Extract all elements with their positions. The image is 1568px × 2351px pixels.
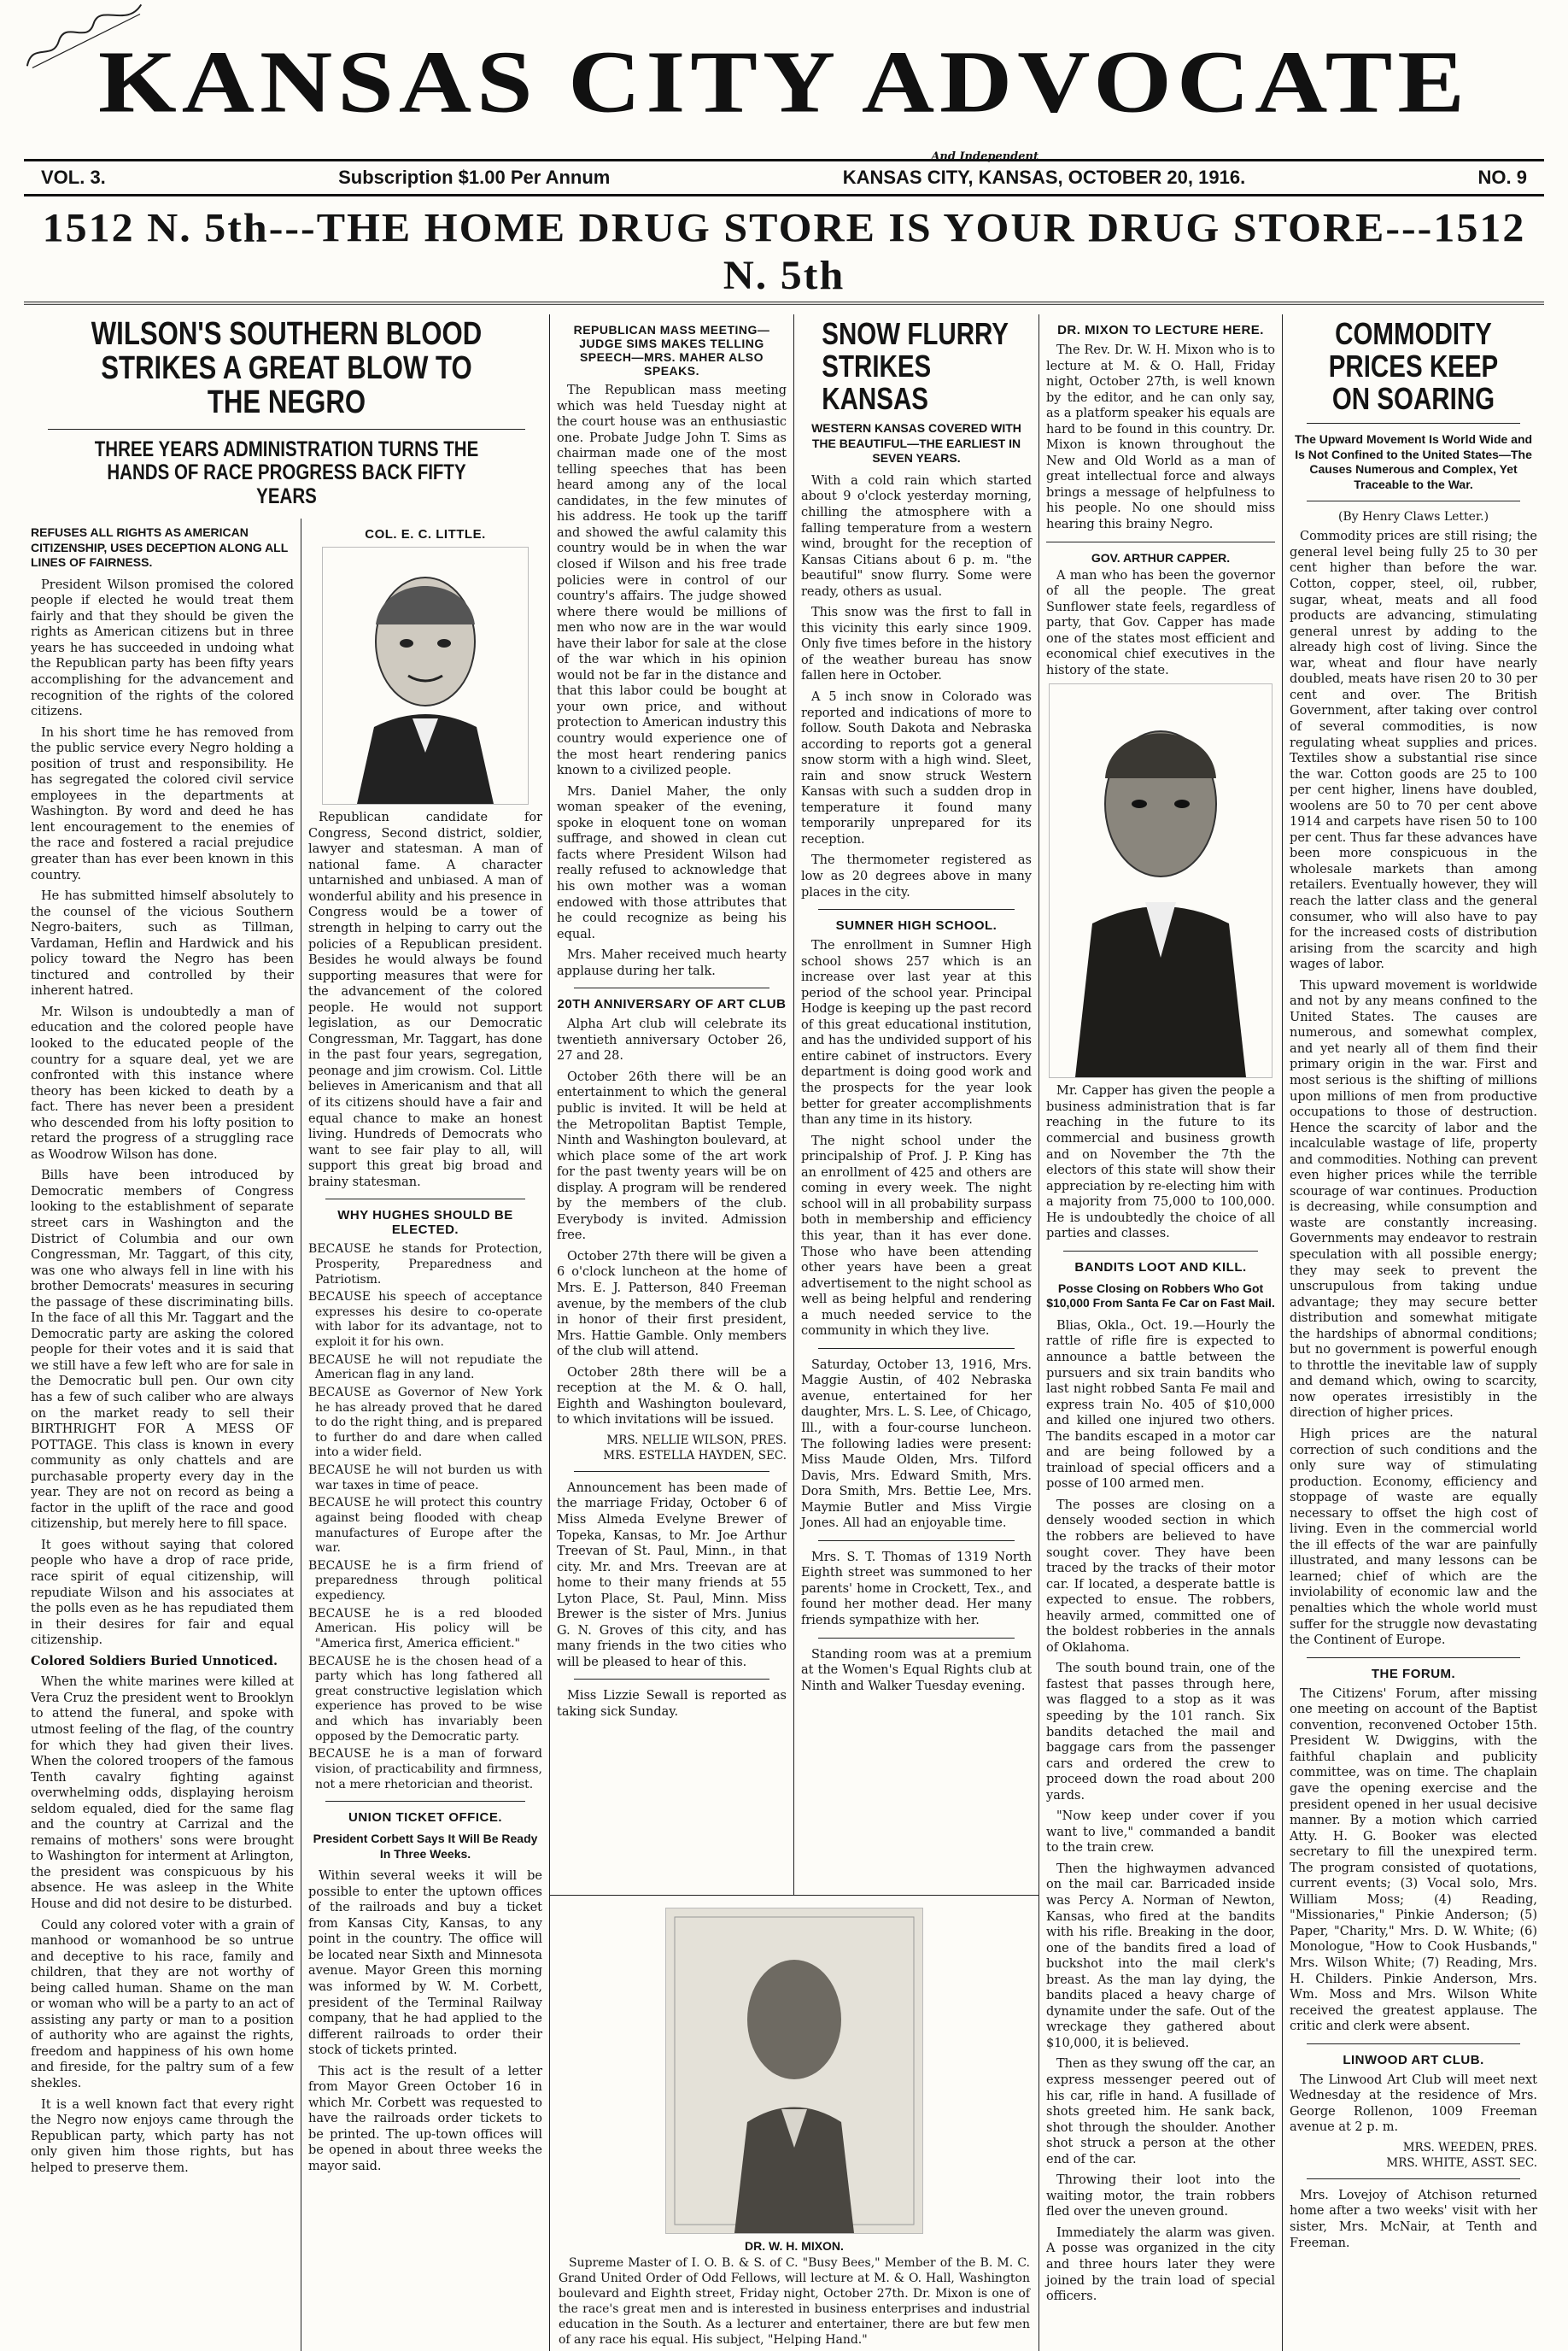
- column-4: [794, 314, 1039, 1895]
- volume-number: VOL. 3.: [41, 167, 106, 188]
- artclub-signature: MRS. ESTELLA HAYDEN, SEC.: [603, 1448, 787, 1463]
- divider: [48, 429, 525, 430]
- forum-title: THE FORUM.: [1371, 1666, 1456, 1681]
- wilson-headline-block: [24, 314, 549, 513]
- divider: [574, 1679, 769, 1680]
- wilson-subhead: Colored Soldiers Buried Unnoticed.: [31, 1653, 278, 1668]
- columns-1-2: [24, 314, 550, 2351]
- divider: [1063, 1251, 1258, 1252]
- prices-deck: The Upward Movement Is World Wide and Is Not Confined to the United States—The Causes Numerous and Complex, Yet Traceable to the War.: [1294, 432, 1533, 491]
- bandits-paragraph: The south bound train, one of the fastest that passes through here, was flagged to a stop as it was speeding by the 101 ranch. Six bandits detached the mail and baggage cars from the passenger cars and ordered the crew to proceed down the road about 200 yards.: [1046, 1662, 1276, 1803]
- wilson-paragraph: It is a well known fact that every right the Negro now enjoys came through the Republican party, which party has not only given him those rights, but has helped to preserve them.: [31, 2097, 294, 2175]
- bandits-paragraph: Blias, Okla., Oct. 19.—Hourly the rattle of rifle fire is expected to announce a battle between the pursuers and six train bandits who last night robbed Santa Fe mail and express train No. 405 of $10,000 and killed one injured two others. The bandits escaped in a motor car and are being followed by a trainload of special officers and a posse of 100 armed men.: [1046, 1318, 1276, 1492]
- lovejoy-paragraph: Mrs. Lovejoy of Atchison returned home after a two weeks' visit with her sister, Mrs. McNair, at Tenth and Freeman.: [1290, 2188, 1537, 2250]
- hughes-reason: BECAUSE he is the chosen head of a party which has long fathered all great constructive legislation which experience has proved to be wise and which has invariably been opposed by the Democratic party.: [308, 1654, 542, 1744]
- snow-deck: WESTERN KANSAS COVERED WITH THE BEAUTIFUL—THE EARLIEST IN SEVEN YEARS.: [811, 421, 1021, 466]
- bandits-paragraph: Throwing their loot into the waiting motor, the train robbers fled over the uneven ground.: [1046, 2173, 1276, 2219]
- divider: [1307, 2178, 1520, 2179]
- subscription-price: Subscription $1.00 Per Annum: [338, 167, 611, 188]
- columns-3-4: [550, 314, 1039, 2351]
- artclub-paragraph: Alpha Art club will celebrate its twentieth anniversary October 26, 27 and 28.: [557, 1017, 787, 1064]
- lecture-title: DR. MIXON TO LECTURE HERE.: [1057, 323, 1264, 337]
- column-6: [1283, 314, 1544, 2351]
- mixon-caption: DR. W. H. MIXON.: [745, 2239, 844, 2253]
- wilson-paragraph: He has submitted himself absolutely to the counsel of the vicious Southern Negro-baiters, such as Tillman, Vardaman, Heflin and Hardwick and his policy toward the Negro has been tinctured and controlled by their inherent hatred.: [31, 889, 294, 999]
- wilson-paragraph: When the white marines were killed at Vera Cruz the president went to Brooklyn to attend the funeral, and spoke with utmost feeling of the flag, of the country for which they had given their lives. When the colored troopers of the famous Tenth cavalry fighting against overwhelming odds, displaying heroism seldom equaled, died for the same flag and the country at Carrizal and the remains of mothers' sons were brought to Washington for interment at Arlington, the president was conspicuous by his absence. He was asleep in the White House and did not desire to be disturbed.: [31, 1675, 294, 1911]
- divider: [1307, 423, 1520, 424]
- personal-paragraph: Miss Lizzie Sewall is reported as taking sick Sunday.: [557, 1689, 787, 1720]
- linwood-paragraph: The Linwood Art Club will meet next Wednesday at the residence of Mrs. George Rollenon, 1009 Freeman avenue at 2 p. m.: [1290, 2073, 1537, 2135]
- rally-title: REPUBLICAN MASS MEETING—JUDGE SIMS MAKES TELLING SPEECH—MRS. MAHER ALSO SPEAKS.: [573, 323, 770, 378]
- bandits-paragraph: Then as they swung off the car, an express messenger peered out of his car, rifle in hand. A fusillade of shots greeted him. He sank back, shot through the shoulder. Another shot struck a person at the other end of the car.: [1046, 2057, 1276, 2166]
- hughes-title: WHY HUGHES SHOULD BE ELECTED.: [337, 1208, 513, 1238]
- column-5: [1039, 314, 1283, 2351]
- hughes-reason: BECAUSE he stands for Protection, Prosperity, Preparedness and Patriotism.: [308, 1242, 542, 1287]
- sumner-paragraph: The night school under the principalship of Prof. J. P. King has an enrollment of 425 and others are coming in every week. The night school will in all probability surpass both in membership and efficiency this year, than it has ever done. Those who have been attending other years have been a great advertisement to the night school as well as being helpful and rendering a much needed service to the community in which they live.: [801, 1134, 1032, 1339]
- thomas-paragraph: Mrs. S. T. Thomas of 1319 North Eighth street was summoned to her parents' home in Crockett, Tex., and found her mother dead. Her many friends sympathize with her.: [801, 1550, 1032, 1627]
- bandits-title: BANDITS LOOT AND KILL.: [1074, 1259, 1247, 1275]
- divider: [325, 1801, 525, 1802]
- artclub-title: 20TH ANNIVERSARY OF ART CLUB: [557, 997, 787, 1012]
- hughes-reason: BECAUSE he is a man of forward vision, of practicability and firmness, not a mere rhetorician and theorist.: [308, 1747, 542, 1791]
- rally-paragraph: Mrs. Maher received much hearty applause during her talk.: [557, 948, 787, 978]
- dateline: KANSAS CITY, KANSAS, OCTOBER 20, 1916.: [842, 167, 1246, 188]
- linwood-signature: MRS. WEEDEN, PRES.: [1402, 2140, 1537, 2155]
- snow-headline: SNOW FLURRY STRIKES KANSAS: [822, 316, 1009, 416]
- lecture-paragraph: The Rev. Dr. W. H. Mixon who is to lecture at M. & O. Hall, Friday night, October 27th, is well known by the editor, and he can only say, as a platform speaker his equals are hard to be found in this country. Dr. Mixon is known throughout the New and Old World as a man of great intellectual force and always brings a message of helpfulness to his people. No one should miss hearing this brainy Negro.: [1046, 343, 1276, 532]
- divider: [574, 1471, 769, 1472]
- issue-number: NO. 9: [1477, 167, 1527, 188]
- wilson-headline: WILSON'S SOUTHERN BLOOD STRIKES A GREAT BLOW TO THE NEGRO: [91, 316, 483, 420]
- hughes-reason: BECAUSE he will not repudiate the American flag in any land.: [308, 1352, 542, 1382]
- capper-portrait-image: [1049, 683, 1273, 1078]
- union-title: UNION TICKET OFFICE.: [348, 1810, 502, 1826]
- mixon-block: [550, 1895, 1039, 2351]
- wilson-deck: REFUSES ALL RIGHTS AS AMERICAN CITIZENSHIP, USES DECEPTION ALONG ALL LINES OF FAIRNESS.: [31, 525, 289, 570]
- column-3: [550, 314, 794, 1895]
- sumner-title: SUMNER HIGH SCHOOL.: [835, 918, 998, 934]
- union-paragraph: Within several weeks it will be possible to enter the uptown offices of the railroads and buy a ticket from Kansas City, Kansas, to any point in the country. The office will be located near Sixth and Minnesota avenue. Mayor Green this morning was informed by W. M. Corbett, president of the Terminal Railway company, that he had applied to the different railroads to order their stock of tickets printed.: [308, 1869, 542, 2058]
- prices-headline: COMMODITY PRICES KEEP ON SOARING: [1328, 316, 1499, 416]
- capper-paragraph: A man who has been the governor of all the people. The great Sunflower state feels, regardless of party, that Gov. Capper has made one of the states most efficient and economical chief executives in the history of the state.: [1046, 568, 1276, 677]
- artclub-signature: MRS. NELLIE WILSON, PRES.: [606, 1433, 787, 1447]
- wilson-paragraph: It goes without saying that colored people who have a drop of race pride, race spirit of equal citizenship, will repudiate Wilson and his associates at the polls even as he has repudiated them in their desires for fair and equal citizenship.: [31, 1538, 294, 1648]
- capper-caption: GOV. ARTHUR CAPPER.: [1091, 550, 1231, 565]
- linwood-title: LINWOOD ART CLUB.: [1343, 2052, 1484, 2067]
- hughes-reason: BECAUSE as Governor of New York he has already proved that he dared to do the right thing, and is prepared to further do and dare when called into a wider field.: [308, 1385, 542, 1460]
- advertising-banner: 1512 N. 5th---THE HOME DRUG STORE IS YOUR DRUG STORE---1512 N. 5th: [24, 199, 1544, 305]
- marriage-paragraph: Announcement has been made of the marriage Friday, October 6 of Miss Almeda Evelyne Brewer of Topeka, Kansas, to Mr. Joe Arthur Treevan of St. Paul, Minn., in that city. Mr. and Mrs. Treevan are at home to their many friends at 55 Lyton Place, St. Paul, Minn. Miss Brewer is the sister of Mrs. Junius G. N. Groves of this city, and has many friends in the two cities who will be pleased to hear of this.: [557, 1480, 787, 1669]
- newspaper-title: KANSAS CITY ADVOCATE: [97, 32, 1470, 132]
- snow-paragraph: The thermometer registered as low as 20 degrees above in many places in the city.: [801, 853, 1032, 900]
- column-1: [24, 519, 301, 2351]
- column-2: [301, 519, 549, 2351]
- divider: [818, 1540, 1015, 1541]
- bandits-paragraph: "Now keep under cover if you want to live," commanded a bandit to the train crew.: [1046, 1809, 1276, 1856]
- columns-1-2-body: [24, 519, 549, 2351]
- wilson-paragraph: President Wilson promised the colored people if elected he would treat them fairly and that they should be given the rights as American citizens but in three years he has succeeded in undoing what the Republican party has been fifty years accomplishing for the advancement and recognition of the rights of the colored citizens.: [31, 577, 294, 719]
- prices-byline: (By Henry Claws Letter.): [1338, 510, 1489, 525]
- little-title: COL. E. C. LITTLE.: [365, 527, 486, 542]
- sumner-paragraph: The enrollment in Sumner High school shows 257 which is an increase over last year at this period of the school year. Principal Hodge is keeping up the past record of this great educational institution, and has the undivided support of his entire cabinet of instructors. Every department is doing good work and the prospects for the year look better for greater accomplishments than any time in its history.: [801, 939, 1032, 1128]
- hughes-reason: BECAUSE he will protect this country against being flooded with cheap manufactures of Europe after the war.: [308, 1496, 542, 1556]
- prices-paragraph: High prices are the natural correction of such conditions and the only sure way of stimulating production. Economy, efficiency and stoppage of waste are equally necessary to offset the high cost of living. Even in the commercial world the ill effects of the war are painfully illustrated, and many lessons can be learned; chief of which are the inviolability of economic law and the penalties which the whole world must suffer for the struggle now devastating the Continent of Europe.: [1290, 1428, 1537, 1648]
- luncheon-paragraph: Saturday, October 13, 1916, Mrs. Maggie Austin, of 402 Nebraska avenue, entertained for her daughter, Mrs. L. S. Lee, of Chicago, Ill., with a four-course luncheon. The following ladies were present: Miss Maude Olden, Mrs. Tilford Davis, Mrs. Edward Smith, Mrs. Dora Smith, Mrs. Bettie Lee, Mrs. Maymie Butler and Miss Virgie Jones. All had an enjoyable time.: [801, 1357, 1032, 1531]
- divider: [818, 1638, 1015, 1639]
- little-paragraph: Republican candidate for Congress, Second district, soldier, lawyer and statesman. A man of national fame. A character untarnished and unbiased. A man of wonderful ability and his presence in Congress would be a tower of strength in helping to carry out the policies of a Republican president. Besides he would always be found supporting measures that were for the advancement of the colored people. He would not support legislation, as our Democratic Congressman, Mr. Taggart, has done in the past four years, segregation, peonage and jim crowism. Col. Little believes in Americanism and that all of its citizens should have a fair and equal chance to make an honest living. Hundreds of Democrats who want to see fair play to all, will support this great big broad and brainy statesman.: [308, 811, 542, 1189]
- article-columns: [24, 314, 1544, 2351]
- info-bar: [24, 159, 1544, 196]
- prices-paragraph: This upward movement is worldwide and not by any means confined to the United States. The causes are numerous, and somewhat complex, and yet nearly all of them find their primary origin in the war. First and most serious is the shifting of millions upon millions of men from productive occupations to those of destruction. Hence the scarcity of labor and the incalculable wastage of life, property and commodities. Nothing can prevent even higher prices while the terrible scourage of war continues. Production is decreasing, while consumption and waste are constantly increasing. Governments may endeavor to restrain speculation with all possible energy; they may seek to prevent the unscrupulous from taking undue advantage; they may secure better distribution and somewhat mitigate the hardships of abnormal conditions; but no government is powerful enough to throttle the inevitable law of supply and demand which, owing to scarcity, now operates irresistibly in the direction of higher prices.: [1290, 978, 1537, 1421]
- columns-3-4-top: [550, 314, 1039, 1895]
- snow-paragraph: With a cold rain which started about 9 o'clock yesterday morning, chilling the atmosphere with a falling temperature from a western wind, brought for the reception of Kansas Citians about 6 p. m. "the beautiful" snow flurry. Some were ready, others as usual.: [801, 473, 1032, 599]
- divider: [1307, 2043, 1520, 2044]
- bandits-paragraph: Immediately the alarm was given. A posse was organized in the city and three hours later they were joined by the train load of special officers.: [1046, 2225, 1276, 2304]
- divider: [818, 909, 1015, 910]
- hughes-reason: BECAUSE he is a firm friend of preparedness through political expediency.: [308, 1558, 542, 1603]
- linwood-signature: MRS. WHITE, ASST. SEC.: [1386, 2155, 1537, 2170]
- rights-club-paragraph: Standing room was at a premium at the Women's Equal Rights club at Ninth and Walker Tuesday evening.: [801, 1647, 1032, 1693]
- mixon-paragraph: Supreme Master of I. O. B. & S. of C. "Busy Bees," Member of the B. M. C. Grand United Order of Odd Fellows, will lecture at M. & O. Hall, Washington boulevard and Eighth street, Friday night, October 27th. Dr. Mixon is one of the race's great men and is interested in business enterprises and industrial education in the South. As a lecturer and entertainer, there are but few men of any race his equal. His subject, "Helping Hand.": [559, 2256, 1030, 2347]
- artclub-paragraph: October 26th there will be an entertainment to which the general public is invited. It will be held at the Metropolitan Baptist Temple, Ninth and Washington boulevard, at which place some of the art work for the past twenty years will be on display. A program will be rendered by the members of the club. Everybody is invited. Admission free.: [557, 1070, 787, 1243]
- bandits-deck: Posse Closing on Robbers Who Got $10,000 From Santa Fe Car on Fast Mail.: [1046, 1281, 1275, 1310]
- capper-paragraph: Mr. Capper has given the people a business administration that is far reaching in the future to its commercial and business growth and on November the 7th the electors of this state will show their appreciation by re-electing him with a majority from 75,000 to 100,000. He is undoubtedly the choice of all parties and classes.: [1046, 1084, 1276, 1241]
- wilson-paragraph: Mr. Wilson is undoubtedly a man of education and the colored people have looked to the educated people of the country for a square deal, yet we are confronted with this instance where theory has been kicked to death by a fact. There has never been a president who descended from his lofty position to retard the progress of a struggling race as Woodrow Wilson has done.: [31, 1005, 294, 1162]
- mixon-portrait-image: [665, 1908, 923, 2234]
- divider: [1307, 1657, 1520, 1658]
- masthead: [24, 31, 1544, 133]
- hughes-reason: BECAUSE he is a red blooded American. His policy will be "America first, America efficient.": [308, 1606, 542, 1650]
- wilson-paragraph: Bills have been introduced by Democratic members of Congress looking to the establishment of separate street cars in Washington and the District of Columbia and our own Congressman, Mr. Taggart, of this city, was one who always fell in line with his brother Democrats' measures in securing the passage of these discriminating bills. In the face of all this Mr. Taggart and the Democratic party are asking the colored people for their votes and it is said that we still have a few left who are for sale in the Democratic bull pen. Our own city has a few of such caliber who are always on the market ready to sell their BIRTHRIGHT FOR A MESS OF POTTAGE. This class is known in every community as only chattels and are purchasable property every day in the year. They are not on record as being a factor in the uplift of the race and good citizenship, but merely here to fill space.: [31, 1169, 294, 1532]
- hughes-reason: BECAUSE he will not burden us with war taxes in time of peace.: [308, 1463, 542, 1492]
- bandits-paragraph: The posses are closing on a densely wooded section in which the robbers are believed to have sought cover. They have been traced by the tracks of their motor car. If located, a desperate battle is expected to ensue. The robbers, heavily armed, committed one of the boldest robberies in the annals of Oklahoma.: [1046, 1498, 1276, 1655]
- wilson-paragraph: In his short time he has removed from the public service every Negro holding a position of trust and responsibility. He has segregated the colored civil service employees in the departments at Washington. By word and deed he has lent encouragement to the enemies of the race and fostered a racial prejudice greater than has ever been known in this country.: [31, 725, 294, 882]
- wilson-paragraph: Could any colored voter with a grain of manhood or womanhood be so untrue and deceptive to his race, family and children, that they are not worthy of being called human. Shame on the man or woman who will be a party to an act of assisting any party or man to a position of authority who are against the rights, freedom and happiness of his own home and fireside, for the paltry sum of a few shekles.: [31, 1918, 294, 2090]
- artclub-paragraph: October 28th there will be a reception at the M. & O. hall, Eighth and Washington boulevard, to which invitations will be issued.: [557, 1365, 787, 1428]
- little-portrait-image: [322, 547, 529, 805]
- hughes-list: [308, 1242, 542, 1792]
- wilson-subheadline: THREE YEARS ADMINISTRATION TURNS THE HANDS OF RACE PROGRESS BACK FIFTY YEARS: [94, 437, 479, 508]
- prices-paragraph: Commodity prices are still rising; the general level being fully 25 to 30 per cent higher than before the war. Cotton, copper, steel, oil, rubber, sugar, wheat, meats and all food products are advancing, stimulating general unrest by adding to the already high cost of living. Since the war, wheat and flour have nearly doubled, meats have risen 20 to 30 per cent and over. The British Government, after taking over control of several commodities, is now regulating wheat supplies and prices. Textiles show a substantial rise since the war. Cotton goods are 25 to 100 per cent higher, linens have doubled, woolens are 50 to 70 per cent above 1914 and carpets have risen 50 to 100 per cent. Thus far these advances have been more conspicuous in the wholesale markets than among retailers. Eventually however, they will reach the latter class and the general consumer, who will also have to pay for the increased costs of distribution arising from the scarcity and high wages of labor.: [1290, 530, 1537, 972]
- union-paragraph: This act is the result of a letter from Mayor Green October 16 in which Mr. Corbett was requested to have the railroads order tickets to be printed. The up-town offices will be opened in about three weeks the mayor said.: [308, 2064, 542, 2174]
- snow-paragraph: A 5 inch snow in Colorado was reported and indications of more to follow. South Dakota and Nebraska according to reports got a general snow storm with a high wind. Sleet, rain and snow struck Western Kansas with such a sudden drop in temperature it found many temporarily unprepared for its reception.: [801, 690, 1032, 847]
- divider: [818, 1348, 1015, 1349]
- forum-paragraph: The Citizens' Forum, after missing one meeting on account of the Baptist convention, reconvened October 15th. President W. Dwiggins, with the faithful chaplain and publicity committee, was on time. The chaplain gave the opening exercise and the president opened in her usual decisive manner. By a motion which carried Atty. H. G. Booker was elected secretary to fill the unexpired term. The program consisted of quotations, current events; (3) Vocal solo, Mrs. William Moss; (4) Reading, "Missionaries," Pinkie Anderson; (5) Paper, "Charity," Mrs. D. W. White; (6) Monologue, "How to Cook Husbands," Mrs. Wilson White; (7) Reading, Mrs. H. Childers. Pinkie Anderson, Mrs. Wm. Moss and Mrs. Wilson White received the greatest applause. The critic and clerk were absent.: [1290, 1686, 1537, 2034]
- bandits-paragraph: Then the highwaymen advanced on the mail car. Barricaded inside was Percy A. Norman of Newton, Kansas, who fired at the bandits with his rifle. Breaking in the door, one of the bandits fired a load of buckshot into the mail clerk's breast. As the man lay dying, the bandits placed a heavy charge of dynamite under the safe. Out of the wreckage they gathered about $10,000, it is believed.: [1046, 1861, 1276, 2050]
- rally-paragraph: Mrs. Daniel Maher, the only woman speaker of the evening, spoke in eloquent tone on woman suffrage, and showed in clean cut facts where President Wilson had really refused to acknowledge that his own mother was a woman endowed with those attributes that he could recognize as being his equal.: [557, 784, 787, 941]
- snow-paragraph: This snow was the first to fall in this vicinity this early since 1909. Only five times before in the history of the weather bureau has snow fallen here in October.: [801, 606, 1032, 683]
- hughes-reason: BECAUSE his speech of acceptance expresses his desire to co-operate with labor for its advantage, not to exploit it for his own.: [308, 1290, 542, 1350]
- artclub-paragraph: October 27th there will be given a 6 o'clock luncheon at the home of Mrs. E. J. Patterson, 840 Freeman avenue, by the members of the club in honor of their first president, Mrs. Hattie Gamble. Only members of the club will attend.: [557, 1249, 787, 1359]
- union-deck: President Corbett Says It Will Be Ready In Three Weeks.: [313, 1832, 538, 1861]
- newspaper-subtitle: And Independent: [931, 150, 1039, 163]
- rally-paragraph: The Republican mass meeting which was held Tuesday night at the court house was an enthusiastic one. Probate Judge John T. Sims as chairman made one of the most telling speeches that has been heard among any of the local candidates, in the few minutes of his address. He took up the tariff and showed the awful calamity this country would be in when the war closed if Wilson and his free trade policies were in control of our country's affairs. The judge showed where there would be millions of men who now are in the war would have their labor for sale at the close of the war which in his opinion would not be far in the distance and that this labor could be bought at your own price, and without protection to American industry this country would experience one of the most heart rendering panics known to a civilized people.: [557, 384, 787, 778]
